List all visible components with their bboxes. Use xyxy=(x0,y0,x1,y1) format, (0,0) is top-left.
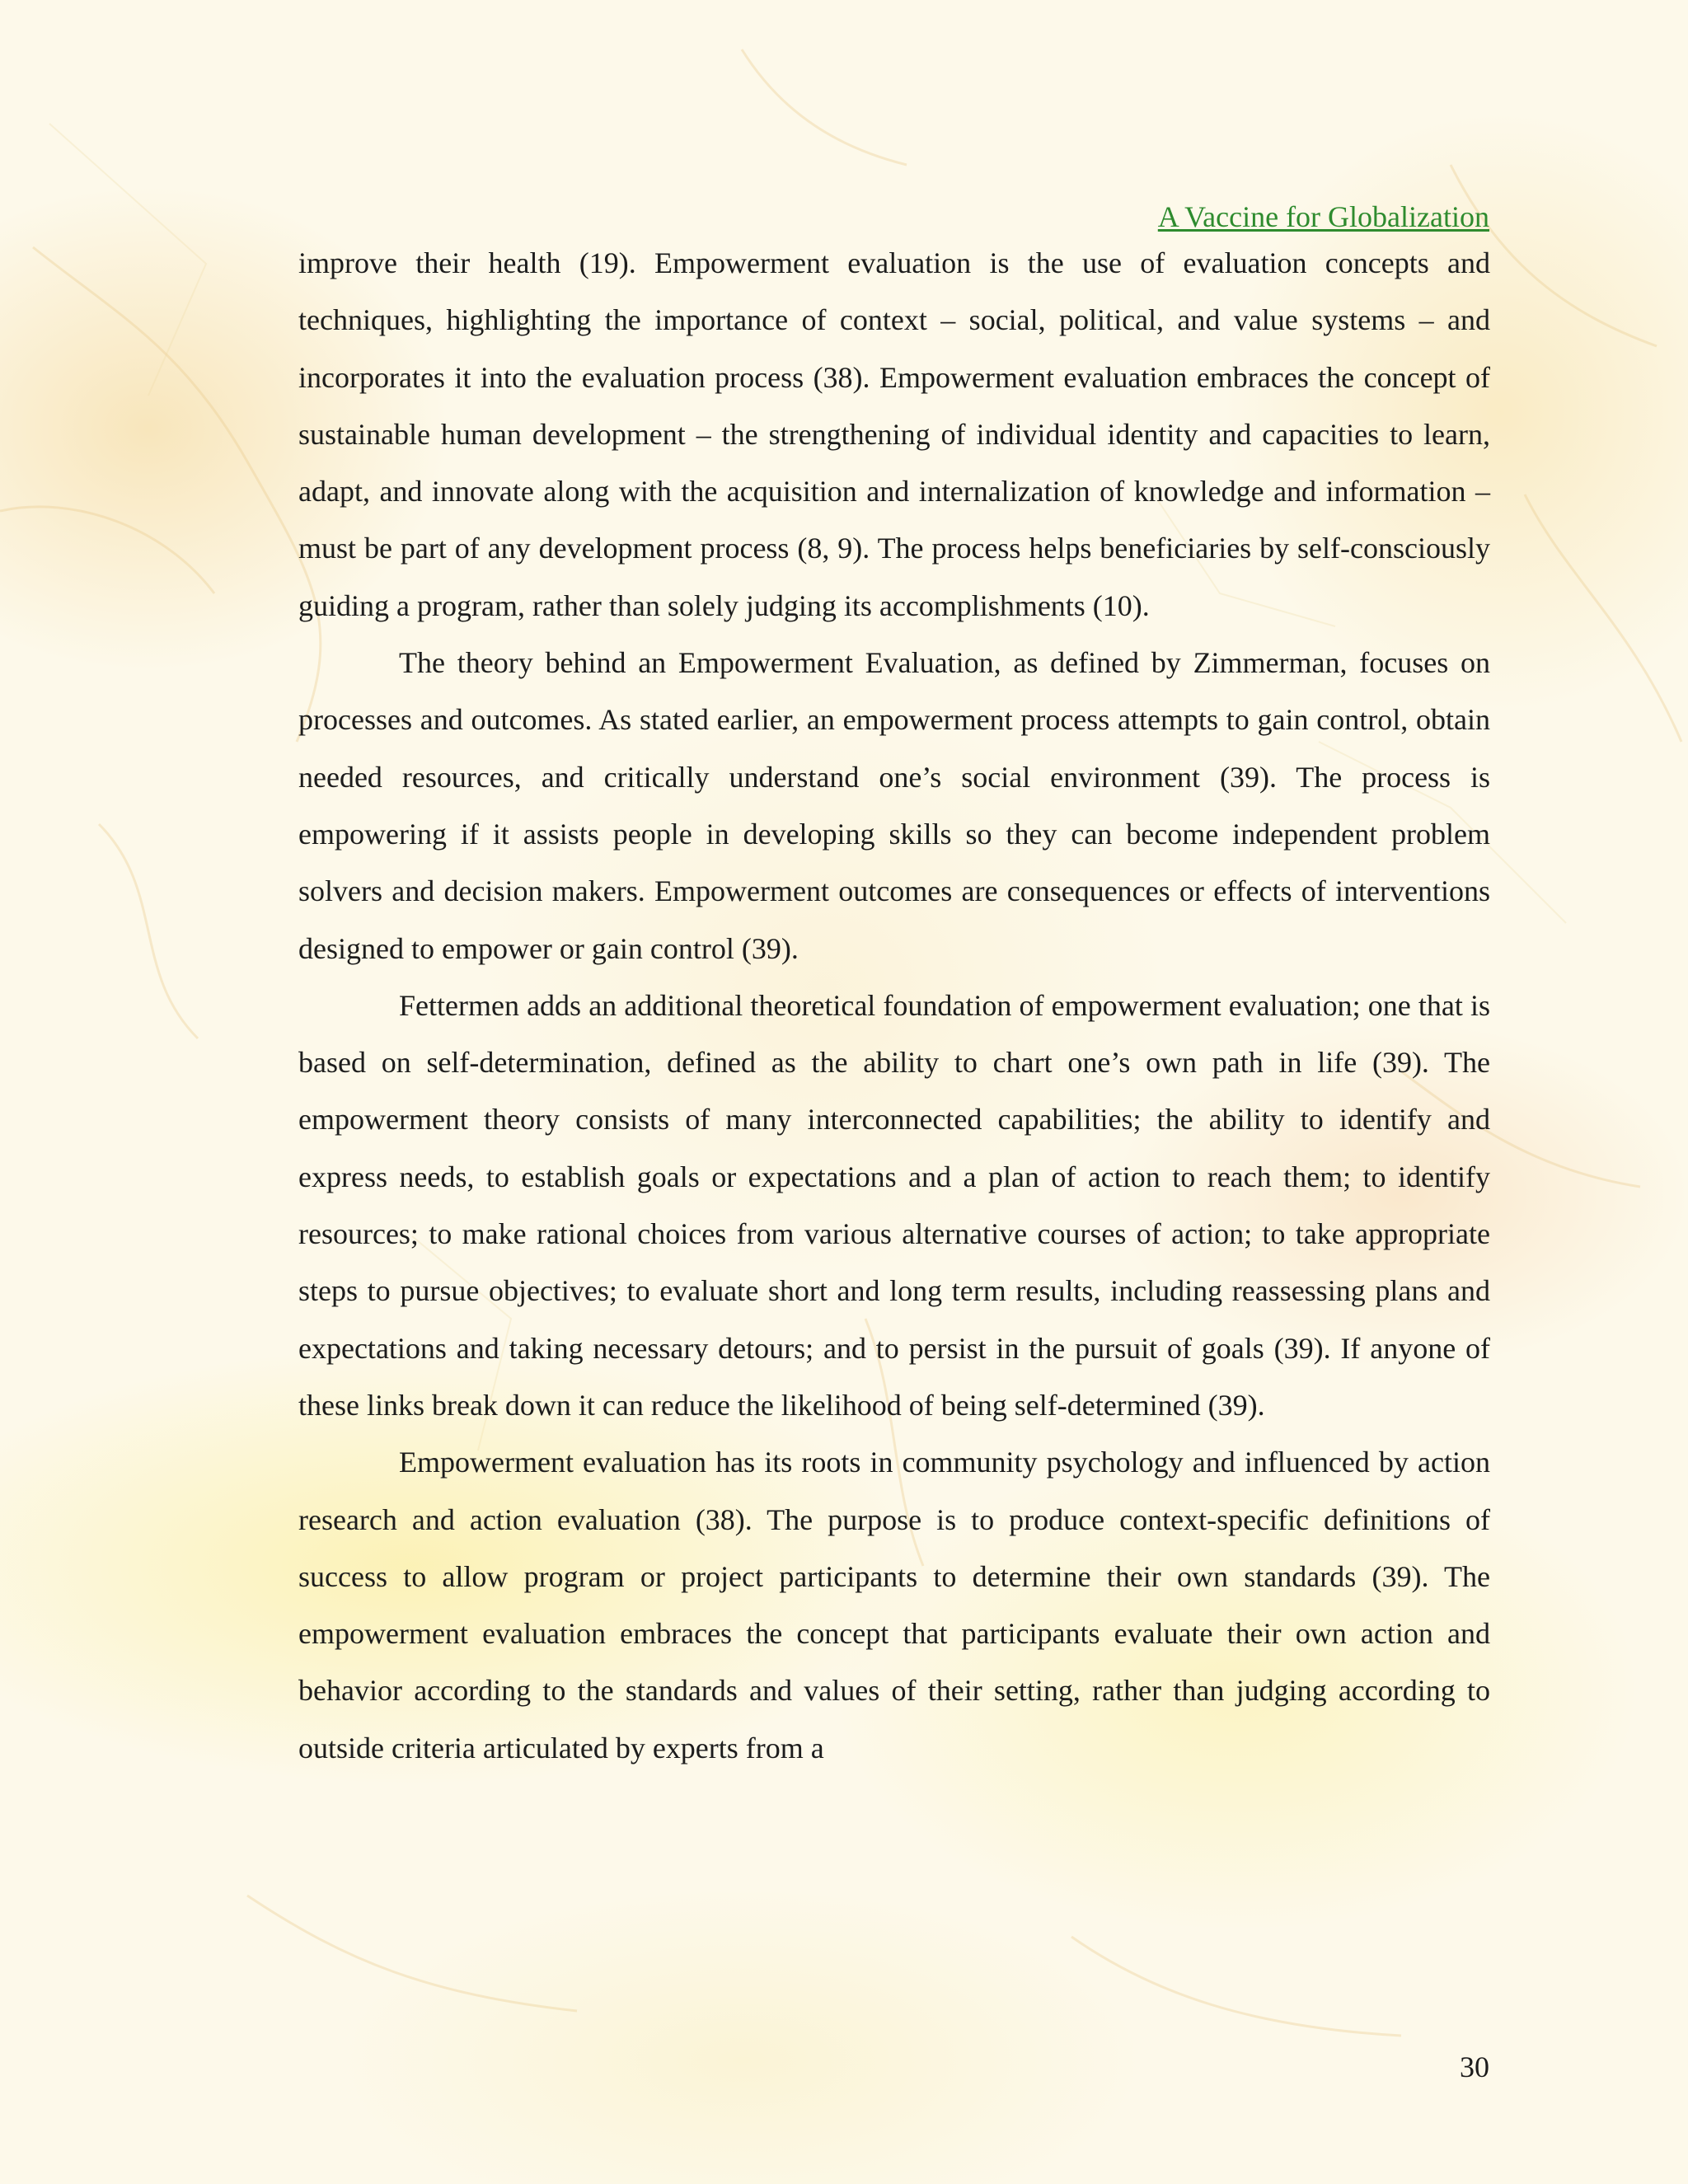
paragraph: The theory behind an Empowerment Evaluation, as defined by Zimmerman, focuses on processes and outcomes. As stated earlier, an empowerment process attempts to gain control, obtain needed resources, and critically understand one’s social environment (39). The process is empowering if it assists people in developing skills so they can become independent problem solvers and decision makers. Empowerment outcomes are consequences or effects of interventions designed to empower or gain control (39). xyxy=(298,646,1490,965)
paragraph: Empowerment evaluation has its roots in community psychology and influenced by action research and action evaluation (38). The purpose is to produce context-specific definitions of success to allow program or project participants to determine their own standards (39). The empowerment evaluation embraces the concept that participants evaluate their own action and behavior according to the standards and values of their setting, rather than judging according to outside criteria articulated by experts from a xyxy=(298,1446,1490,1765)
running-header-title: A Vaccine for Globalization xyxy=(1157,200,1489,233)
paragraph: improve their health (19). Empowerment evaluation is the use of evaluation concepts and techniques, highlighting the importance of context – social, political, and value systems – and incorporates it into the evaluation process (38). Empowerment evaluation embraces the concept of sustainable human development – the strengthening of individual identity and capacities to learn, adapt, and innovate along with the acquisition and internalization of knowledge and information – must be part of any development process (8, 9). The process helps beneficiaries by self-consciously guiding a program, rather than solely judging its accomplishments (10). xyxy=(298,246,1490,622)
body-text xyxy=(298,235,1490,1777)
page-number: 30 xyxy=(1460,2050,1489,2083)
paragraph: Fettermen adds an additional theoretical foundation of empowerment evaluation; one that is based on self-determination, defined as the ability to chart one’s own path in life (39). The empowerment theory consists of many interconnected capabilities; the ability to identify and express needs, to establish goals or expectations and a plan of action to reach them; to identify resources; to make rational choices from various alternative courses of action; to take appropriate steps to pursue objectives; to evaluate short and long term results, including reassessing plans and expectations and taking necessary detours; and to persist in the pursuit of goals (39). If anyone of these links break down it can reduce the likelihood of being self-determined (39). xyxy=(298,988,1490,1422)
